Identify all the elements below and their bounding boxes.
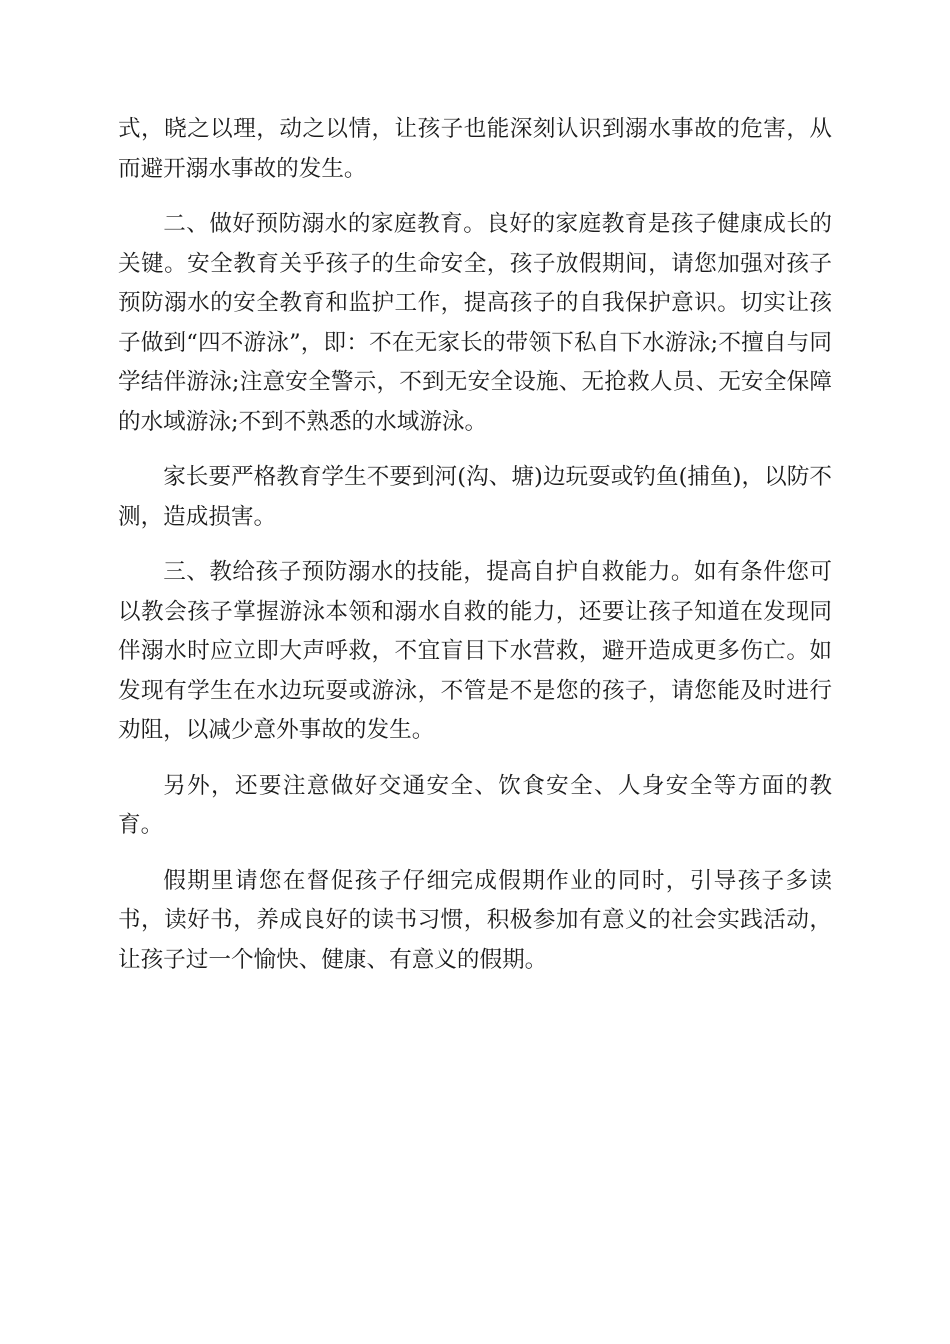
paragraph-other-safety: 另外，还要注意做好交通安全、饮食安全、人身安全等方面的教育。 [118, 772, 832, 838]
paragraph-family-education: 二、做好预防溺水的家庭教育。良好的家庭教育是孩子健康成长的关键。安全教育关乎孩子的生命安全，孩子放假期间，请您加强对孩子预防溺水的安全教育和监护工作，提高孩子的自我保护意识。切实让孩子做到“四不游泳”，即：不在无家长的带领下私自下水游泳;不擅自与同学结伴游泳;注意安全警示，不到无安全设施、无抢救人员、无安全保障的水域游泳;不到不熟悉的水域游泳。 [118, 211, 832, 435]
paragraph-holiday-reading: 假期里请您在督促孩子仔细完成假期作业的同时，引导孩子多读书，读好书，养成良好的读书习惯，积极参加有意义的社会实践活动，让孩子过一个愉快、健康、有意义的假期。 [118, 867, 832, 973]
paragraph-self-rescue-skills: 三、教给孩子预防溺水的技能，提高自护自救能力。如有条件您可以教会孩子掌握游泳本领和溺水自救的能力，还要让孩子知道在发现同伴溺水时应立即大声呼救，不宜盲目下水营救，避开造成更多伤亡。如发现有学生在水边玩耍或游泳，不管是不是您的孩子，请您能及时进行劝阻，以减少意外事故的发生。 [118, 559, 832, 743]
paragraph-continuation: 式，晓之以理，动之以情，让孩子也能深刻认识到溺水事故的危害，从而避开溺水事故的发生。 [118, 116, 832, 182]
paragraph-parent-warning: 家长要严格教育学生不要到河(沟、塘)边玩耍或钓鱼(捕鱼)，以防不测，造成损害。 [118, 464, 832, 530]
document-body [118, 110, 832, 980]
